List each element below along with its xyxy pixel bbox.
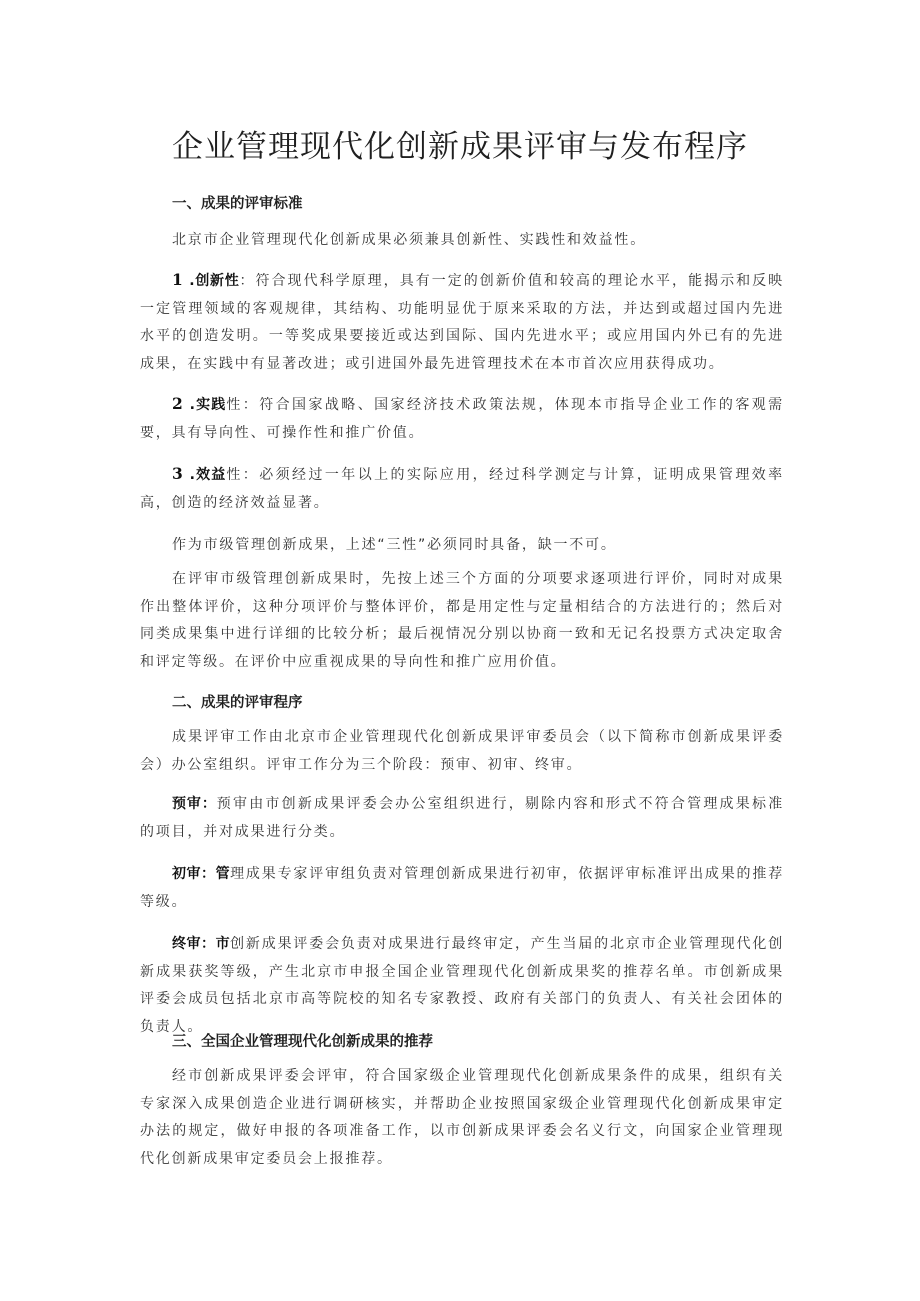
item-term: .实践 (189, 397, 227, 413)
criteria-method (140, 566, 784, 676)
stage-final (140, 931, 784, 1041)
criteria-summary-text: 作为市级管理创新成果，上述“三性”必须同时具备，缺一不可。 (172, 537, 617, 553)
item-term: .效益 (189, 467, 227, 483)
criteria-item-practicality (140, 390, 784, 447)
criteria-intro-text: 北京市企业管理现代化创新成果必须兼具创新性、实践性和效益性。 (172, 232, 646, 248)
section-heading-procedure: 二、成果的评审程序 (172, 695, 303, 711)
section-heading-criteria: 一、成果的评审标准 (172, 196, 303, 212)
criteria-method-text: 在评审市级管理创新成果时，先按上述三个方面的分项要求逐项进行评价，同时对成果作出整体评价，这种分项评价与整体评价，都是用定性与定量相结合的方法进行的；然后对同类成果集中进行详细的比较分析；最后视情况分别以协商一致和无记名投票方式决定取舍和评定等级。在评价中应重视成果的导向性和推广应用价值。 (140, 571, 784, 670)
stage-term: 预审： (172, 796, 217, 812)
item-number: 1 (172, 270, 183, 289)
national-recommendation-text: 经市创新成果评委会评审，符合国家级企业管理现代化创新成果条件的成果，组织有关专家深入成果创造企业进行调研核实，并帮助企业按照国家级企业管理现代化创新成果审定办法的规定，做好申报的各项准备工作，以市创新成果评委会名义行文，向国家企业管理现代化创新成果审定委员会上报推荐。 (140, 1068, 784, 1167)
criteria-item-innovation (140, 266, 784, 378)
item-text: 性：必须经过一年以上的实际应用，经过科学测定与计算，证明成果管理效率高，创造的经济效益显著。 (140, 467, 784, 511)
stage-text: 理成果专家评审组负责对管理创新成果进行初审，依据评审标准评出成果的推荐等级。 (140, 866, 785, 910)
page-title: 企业管理现代化创新成果评审与发布程序 (172, 129, 748, 165)
section-heading-national: 三、全国企业管理现代化创新成果的推荐 (172, 1034, 433, 1050)
criteria-item-benefit (140, 460, 784, 517)
stage-term: 初审：管 (172, 866, 231, 882)
procedure-intro-text: 成果评审工作由北京市企业管理现代化创新成果评审委员会（以下简称市创新成果评委会）办公室组织。评审工作分为三个阶段：预审、初审、终审。 (140, 729, 784, 773)
stage-term: 终审：市 (172, 936, 231, 952)
stage-text: 预审由市创新成果评委会办公室组织进行，剔除内容和形式不符合管理成果标准的项目，并对成果进行分类。 (140, 796, 785, 840)
procedure-intro (140, 724, 784, 779)
national-recommendation (140, 1063, 784, 1173)
stage-text: 创新成果评委会负责对成果进行最终审定，产生当届的北京市企业管理现代化创新成果获奖等级，产生北京市申报全国企业管理现代化创新成果奖的推荐名单。市创新成果评委会成员包括北京市高等院校的知名专家教授、政府有关部门的负责人、有关社会团体的负责人。 (140, 936, 785, 1035)
item-text: ：符合现代科学原理，具有一定的创新价值和较高的理论水平，能揭示和反映一定管理领域的客观规律，其结构、功能明显优于原来采取的方法，并达到或超过国内先进水平的创造发明。一等奖成果要接近或达到国际、国内先进水平；或应用国内外已有的先进成果，在实践中有显著改进；或引进国外最先进管理技术在本市首次应用获得成功。 (140, 273, 784, 372)
criteria-summary (140, 532, 784, 560)
stage-preliminary (140, 791, 784, 846)
stage-initial (140, 861, 784, 916)
item-number: 3 (172, 464, 183, 483)
item-text: 性：符合国家战略、国家经济技术政策法规，体现本市指导企业工作的客观需要，具有导向性、可操作性和推广价值。 (140, 397, 784, 441)
item-term: .创新性 (189, 273, 240, 289)
item-number: 2 (172, 394, 183, 413)
criteria-intro (140, 227, 784, 255)
